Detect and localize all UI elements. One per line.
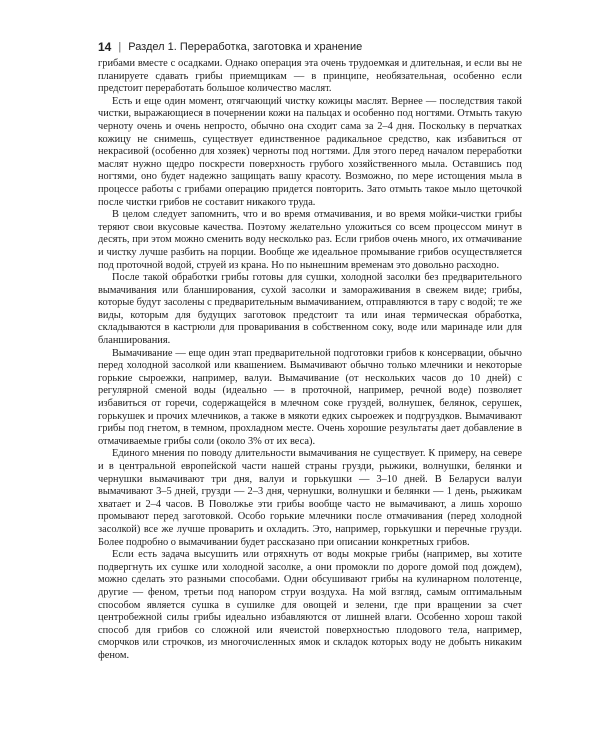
page-number: 14 bbox=[98, 40, 112, 54]
paragraph: Есть и еще один момент, отягчающий чистку кожицы маслят. Вернее — последствия такой чистки, выражающиеся в почернении кожи на пальцах и особенно под ногтями. Отмыть такую черноту очень и очень непросто, обычно она сходит сама за 2–4 дня. Поскольку в перчатках кожицу не снимешь, существует единственное радикальное средство, как избавиться от некрасивой (особенно для хозяек) черноты под ногтями. Для этого перед началом переработки маслят нужно щедро поскрести поверхность грубого хозяйственного мыла. Оставшись под ногтями, оно будет надежно защищать вашу красоту. Возможно, по мере истощения мыла в процессе работы с грибами операцию придется повторить. Зато отмыть такое мыло щеточкой после чистки грибов не составит никакого труда. bbox=[98, 95, 522, 208]
section-title: Раздел 1. Переработка, заготовка и хранение bbox=[128, 41, 363, 53]
paragraph: В целом следует запомнить, что и во время отмачивания, и во время мойки-чистки грибы теряют свои вкусовые качества. Поэтому желательно уложиться со всем процессом минут в десять, при этом можно сменить воду несколько раз. Если грибов очень много, их отмачивание и чистку лучше разбить на порции. Вообще же идеальное промывание грибов осуществляется под проточной водой, струей из крана. Но по нынешним временам это довольно расходно. bbox=[98, 209, 522, 271]
running-header bbox=[98, 38, 518, 56]
paragraph: Единого мнения по поводу длительности вымачивания не существует. К примеру, на севере и в центральной европейской части нашей страны грузди, рыжики, волнушки, белянки и чернушки вымачивают три дня, валуи и горькушки — 3–10 дней. В Беларуси валуи вымачивают 3–5 дней, грузди — 2–3 дня, чернушки, волнушки и белянки — 1 день, рыжикам хватает и 2–4 часов. В Поволжье эти грибы вообще часто не вымачивают, а лишь хорошо промывают перед заготовкой. Особо горькие млечники после отмачивания (перед холодной засолкой) все же лучше проварить и охладить. Это, например, горькушки и перечные грузди. Более подробно о вымачивании будет рассказано при описании конкретных грибов. bbox=[98, 448, 522, 548]
header-separator: | bbox=[118, 41, 122, 53]
body-text bbox=[98, 58, 522, 663]
paragraph: Если есть задача высушить или отряхнуть от воды мокрые грибы (например, вы хотите подвергнуть их сушке или холодной засолке, а они промокли по дороге домой под дождем), можно сделать это разными способами. Одни обсушивают грибы на кулинарном полотенце, другие — феном, третьи под напором струи воздуха. На мой взгляд, самым оптимальным способом является сушка в сушилке для овощей и зелени, где при вращении за счет центробежной силы грибы идеально избавляются от лишней влаги. Особенно хорош такой способ для грибов со сложной или ячеистой поверхностью плодового тела, например, сморчков или строчков, из многочисленных ямок и складок которых воду не добыть никаким феном. bbox=[98, 549, 522, 661]
paragraph: грибами вместе с осадками. Однако операция эта очень трудоемкая и длительная, и если вы не планируете сдавать грибы приемщикам — в принципе, необязательная, особенно если предстоит переработать большое количество маслят. bbox=[98, 58, 522, 95]
paragraph: Вымачивание — еще один этап предварительной подготовки грибов к консервации, обычно перед холодной засолкой или квашением. Вымачивают обычно только млечники и некоторые горькие сыроежки, например, валуи. Вымачивание (от нескольких часов до 10 дней) с регулярной сменой воды (идеально — в проточной, например, речной воде) позволяет избавиться от горечи, содержащейся в млечном соке груздей, волнушек, белянок, серушек, горькушек и прочих млечников, а также в мякоти едких сыроежек и подгруздков. Вымачивают грибы под гнетом, в темном, прохладном месте. Очень хорошие результаты дает добавление в отмачиваемые грибы соли (около 3% от их веса). bbox=[98, 347, 522, 447]
paragraph: После такой обработки грибы готовы для сушки, холодной засолки без предварительного вымачивания или бланширования, сухой засолки и замораживания в свежем виде; грибы, которые будут засолены с предварительным вымачиванием, отправляются в тару с водой; те же виды, которым для будущих заготовок предстоит та или иная термическая обработка, складываются в кастрюли для проваривания в собственном соку, воде или маринаде или для бланширования. bbox=[98, 272, 522, 347]
